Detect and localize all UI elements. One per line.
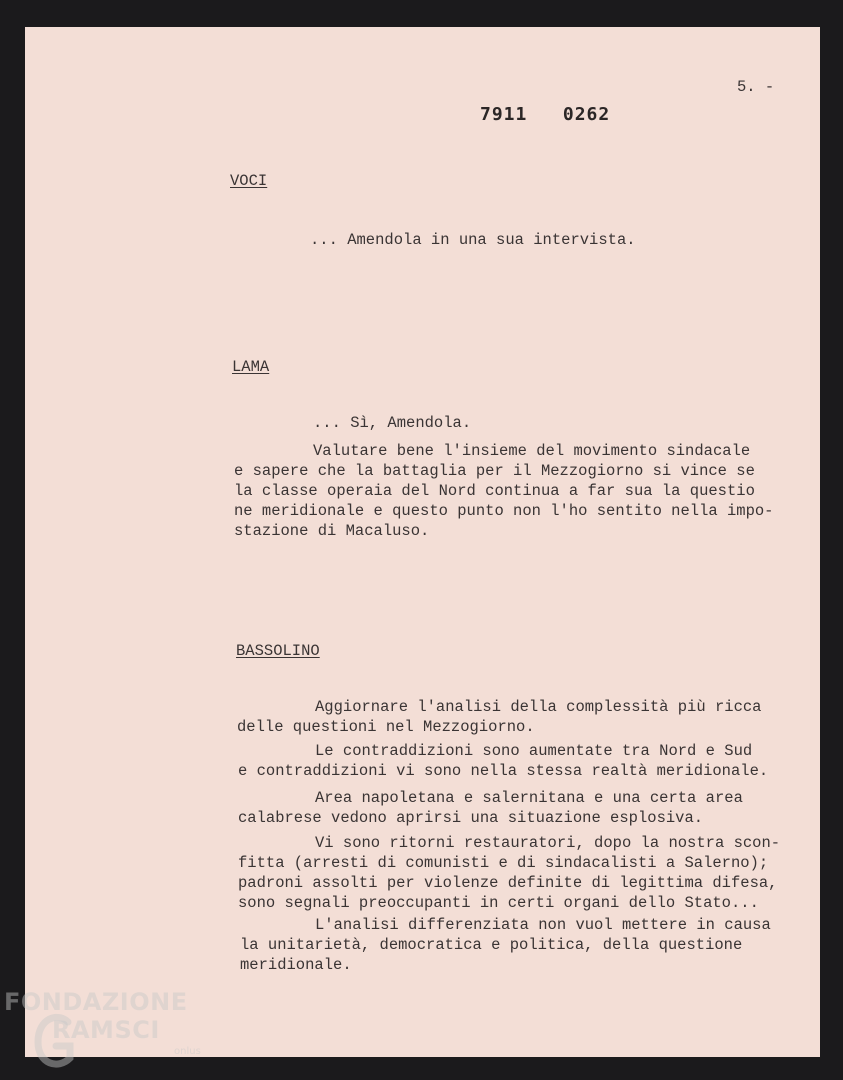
speaker-voci: VOCI xyxy=(230,172,268,190)
speaker-bassolino: BASSOLINO xyxy=(236,642,320,660)
page-number: 5. - xyxy=(737,78,775,96)
paragraph: Le contraddizioni sono aumentate tra Nord e Sud e contraddizioni vi sono nella stessa realtà meridionale. xyxy=(238,742,769,780)
paragraph: Valutare bene l'insieme del movimento sindacale e sapere che la battaglia per il Mezzogiorno si vince se la classe operaia del Nord continua a far sua la questio ne meridionale e questo punto non l'ho sentito nella impo- stazione di Macaluso. xyxy=(234,442,774,540)
paragraph: L'analisi differenziata non vuol mettere in causa la unitarietà, democratica e politica, della questione meridionale. xyxy=(240,916,771,974)
document-code: 7911 0262 xyxy=(480,104,611,125)
paragraph: Aggiornare l'analisi della complessità più ricca delle questioni nel Mezzogiorno. xyxy=(237,698,762,736)
fondazione-gramsci-logo xyxy=(4,988,214,1078)
paragraph: ... Amendola in una sua intervista. xyxy=(310,231,636,249)
logo-line2: RAMSCI xyxy=(52,1016,160,1044)
speaker-lama: LAMA xyxy=(232,358,270,376)
paragraph: Area napoletana e salernitana e una certa area calabrese vedono aprirsi una situazione esplosiva. xyxy=(238,789,743,827)
logo-line3: onlus xyxy=(174,1046,201,1057)
paragraph: ... Sì, Amendola. xyxy=(313,414,472,432)
document-page xyxy=(25,27,820,1057)
paragraph: Vi sono ritorni restauratori, dopo la nostra scon- fitta (arresti di comunisti e di sindacalisti a Salerno); padroni assolti per violenze definite di legittima difesa, sono segnali preoccupanti in certi organi dello Stato... xyxy=(238,834,781,912)
logo-line1: FONDAZIONE xyxy=(4,988,188,1016)
